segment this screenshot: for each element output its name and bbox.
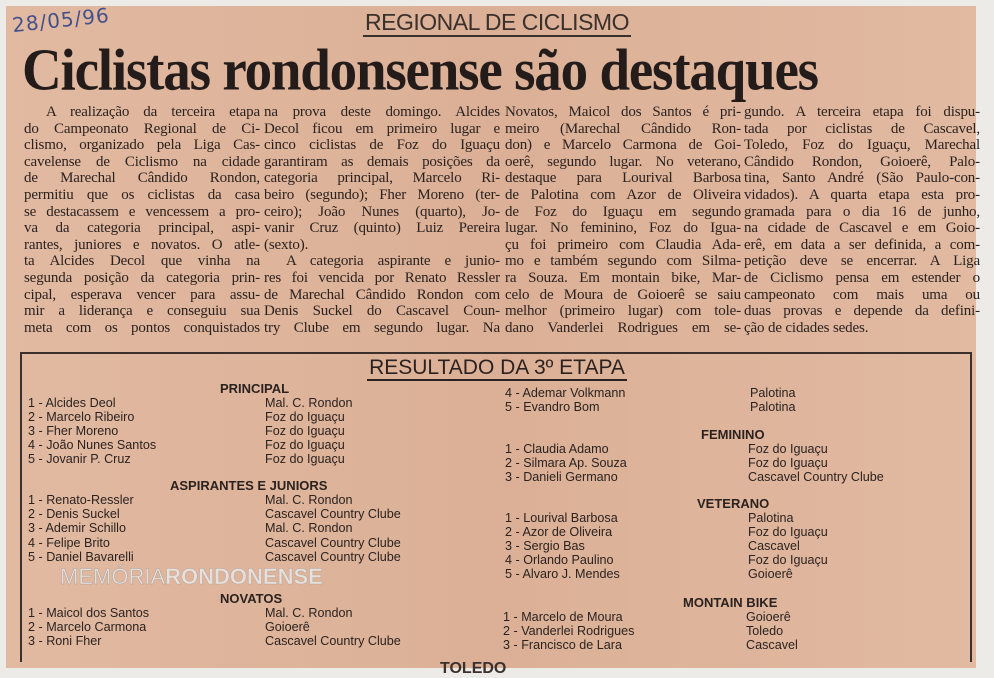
category-heading: PRINCIPAL (220, 381, 290, 396)
article-line: cavelense de Ciclismo na cidade (24, 153, 260, 170)
article-line: ta Alcides Decol que vinha na (24, 253, 260, 270)
athlete-name: 5 - Evandro Bom (505, 400, 600, 414)
article-line: de Foz do Iguaçu em segundo (505, 203, 741, 220)
athlete-name: 2 - Vanderlei Rodrigues (503, 624, 635, 638)
article-line: try Clube em segundo lugar. Na (264, 319, 500, 336)
article-line: ceiro); João Nunes (quarto), Jo- (264, 203, 500, 220)
article-line: celo de Moura de Goioerê se saiu (505, 286, 741, 303)
article-line: categoria principal, Marcelo Ri- (264, 170, 500, 187)
article-line: gundo. A terceira etapa foi dispu- (744, 104, 980, 120)
article-line: de Ciclismo pensa em estender o (744, 269, 980, 286)
article-line: Decol ficou em primeiro lugar e (264, 120, 500, 137)
watermark-part2: RONDONENSE (165, 564, 323, 589)
article-line: permitiu que os ciclistas da casa (24, 186, 260, 203)
athlete-city: Foz do Iguaçu (748, 456, 828, 470)
category-heading: MONTAIN BIKE (683, 595, 778, 610)
article-line: A categoria aspirante e junio- (286, 253, 500, 270)
article-line: cipal, esperava vencer para assu- (24, 286, 260, 303)
article-line: rantes, juniores e novatos. O atle- (24, 236, 260, 253)
results-title (0, 356, 994, 380)
athlete-city: Palotina (750, 400, 796, 414)
article-column-3 (505, 104, 741, 336)
article-line: vidados). A quarta etapa esta pro- (744, 186, 980, 203)
athlete-city: Mal. C. Rondon (265, 521, 353, 535)
athlete-name: 2 - Denis Suckel (28, 507, 120, 521)
athlete-city: Goioerê (748, 567, 793, 581)
category-heading: FEMININO (701, 427, 765, 442)
athlete-name: 4 - João Nunes Santos (28, 438, 157, 452)
athlete-name: 3 - Ademir Schillo (28, 521, 126, 535)
athlete-city: Mal. C. Rondon (265, 493, 353, 507)
watermark-part1: MEMÓRIA (60, 564, 166, 589)
article-line: Denis Suckel do Cascavel Coun- (264, 303, 500, 320)
category-heading: VETERANO (697, 496, 770, 511)
athlete-city: Foz do Iguaçu (748, 553, 828, 567)
article-line: va da categoria principal, aspi- (24, 220, 260, 237)
athlete-name: 2 - Marcelo Ribeiro (28, 410, 135, 424)
athlete-city: Palotina (750, 386, 796, 400)
section-kicker (0, 9, 994, 35)
athlete-name: 3 - Roni Fher (28, 634, 102, 648)
athlete-name: 3 - Sergio Bas (505, 539, 585, 553)
athlete-name: 1 - Maicol dos Santos (28, 606, 150, 620)
article-line: Novatos, Maicol dos Santos é pri- (505, 104, 741, 120)
article-line: dano Vanderlei Rodrigues em se- (505, 319, 741, 336)
article-line: melhor (primeiro lugar) com tole- (505, 303, 741, 320)
article-line: na cidade de Cascavel e em Goio- (744, 220, 980, 237)
article-line: çu foi primeiro com Claudia Ada- (505, 236, 741, 253)
athlete-name: 4 - Orlando Paulino (505, 553, 614, 567)
article-line: tina, Santo André (São Paulo-con- (744, 170, 980, 187)
results-title-text: RESULTADO DA 3º ETAPA (369, 356, 625, 379)
athlete-city: Mal. C. Rondon (265, 606, 353, 620)
category-heading: ASPIRANTES E JUNIORS (170, 478, 328, 493)
handwritten-date: 28/05/96 (11, 2, 111, 38)
athlete-name: 3 - Danieli Germano (505, 470, 618, 484)
article-line: oerê, segundo lugar. No veterano, (505, 153, 741, 170)
athlete-name: 3 - Fher Moreno (28, 424, 119, 438)
article-line: ra Souza. Em montain bike, Mar- (505, 269, 741, 286)
article-line: de Marechal Cândido Rondon com (264, 286, 500, 303)
athlete-city: Foz do Iguaçu (265, 410, 345, 424)
athlete-city: Palotina (748, 511, 794, 525)
athlete-city: Foz do Iguaçu (265, 452, 345, 466)
footer-partial-headline: TOLEDO (440, 660, 507, 677)
article-line: destaque para Lourival Barbosa (505, 170, 741, 187)
watermark-logo (60, 565, 323, 589)
athlete-name: 5 - Jovanir P. Cruz (28, 452, 131, 466)
article-column-1 (24, 104, 260, 336)
article-line: garantiram as demais posições da (264, 153, 500, 170)
headline: Ciclistas rondonsense são destaques (22, 36, 818, 103)
athlete-name: 2 - Marcelo Carmona (28, 620, 147, 634)
article-line: na prova deste domingo. Alcides (264, 104, 500, 120)
athlete-city: Mal. C. Rondon (265, 396, 353, 410)
article-line: se destacassem e vencessem a pro- (24, 203, 260, 220)
athlete-name: 2 - Azor de Oliveira (505, 525, 613, 539)
article-line: de Marechal Cândido Rondon, (24, 170, 260, 187)
article-line: meiro (Marechal Cândido Ron- (505, 120, 741, 137)
article-line: A realização da terceira etapa (46, 104, 260, 120)
athlete-city: Toledo (746, 624, 784, 638)
athlete-name: 1 - Claudia Adamo (505, 442, 609, 456)
athlete-city: Cascavel Country Clube (265, 634, 401, 648)
article-line: petição deve se encerrar. A Liga (744, 253, 980, 270)
athlete-city: Foz do Iguaçu (265, 438, 345, 452)
athlete-city: Goioerê (746, 610, 791, 624)
athlete-city: Cascavel Country Clube (265, 507, 401, 521)
athlete-city: Cascavel (746, 638, 798, 652)
article-line: Toledo, Foz do Iguaçu, Marechal (744, 137, 980, 154)
article-line: vanir Cruz (quinto) Luiz Pereira (264, 220, 500, 237)
article-line: don) e Marcelo Carmona de Goi- (505, 137, 741, 154)
athlete-name: 1 - Alcides Deol (28, 396, 116, 410)
athlete-name: 3 - Francisco de Lara (503, 638, 622, 652)
article-line: gramada para o dia 16 de junho, (744, 203, 980, 220)
article-line: beiro (segundo); Fher Moreno (ter- (264, 186, 500, 203)
article-line: lugar. No feminino, Foz do Igua- (505, 220, 741, 237)
athlete-city: Cascavel Country Clube (265, 550, 401, 564)
article-column-2 (264, 104, 500, 336)
article-line: do Campeonato Regional de Ci- (24, 120, 260, 137)
kicker-text: REGIONAL DE CICLISMO (365, 9, 629, 35)
athlete-name: 2 - Silmara Ap. Souza (505, 456, 627, 470)
article-line: de Palotina com Azor de Oliveira (505, 186, 741, 203)
athlete-name: 5 - Daniel Bavarelli (28, 550, 134, 564)
category-heading: NOVATOS (220, 591, 283, 606)
article-line: meta com os pontos conquistados (24, 319, 260, 336)
article-column-4 (744, 104, 980, 336)
article-line: Cândido Rondon, Goioerê, Palo- (744, 153, 980, 170)
athlete-name: 1 - Lourival Barbosa (505, 511, 618, 525)
article-line: erê, em data a ser definida, a com- (744, 236, 980, 253)
article-line: cinco ciclistas de Foz do Iguaçu (264, 137, 500, 154)
athlete-name: 1 - Marcelo de Moura (503, 610, 623, 624)
article-line: mo e também segundo com Silma- (505, 253, 741, 270)
article-line: campeonato com mais uma ou (744, 286, 980, 303)
article-line: tada por ciclistas de Cascavel, (744, 120, 980, 137)
athlete-city: Cascavel (748, 539, 800, 553)
athlete-name: 1 - Renato-Ressler (28, 493, 134, 507)
article-line: res foi vencida por Renato Ressler (264, 269, 500, 286)
article-line: clismo, organizado pela Liga Cas- (24, 137, 260, 154)
article-line: ção de cidades sedes. (744, 319, 869, 336)
article-line: segunda posição da categoria prin- (24, 269, 260, 286)
athlete-city: Foz do Iguaçu (265, 424, 345, 438)
athlete-city: Foz do Iguaçu (748, 525, 828, 539)
athlete-city: Foz do Iguaçu (748, 442, 828, 456)
athlete-name: 4 - Ademar Volkmann (505, 386, 626, 400)
athlete-city: Cascavel Country Clube (748, 470, 884, 484)
athlete-name: 5 - Alvaro J. Mendes (505, 567, 620, 581)
article-line: mir a liderança e conseguiu sua (24, 303, 260, 320)
article-line: duas provas e depende da defini- (744, 303, 980, 320)
athlete-city: Cascavel Country Clube (265, 536, 401, 550)
athlete-city: Goioerê (265, 620, 310, 634)
results-box (20, 352, 972, 662)
article-line: (sexto). (264, 236, 309, 253)
athlete-name: 4 - Felipe Brito (28, 536, 110, 550)
